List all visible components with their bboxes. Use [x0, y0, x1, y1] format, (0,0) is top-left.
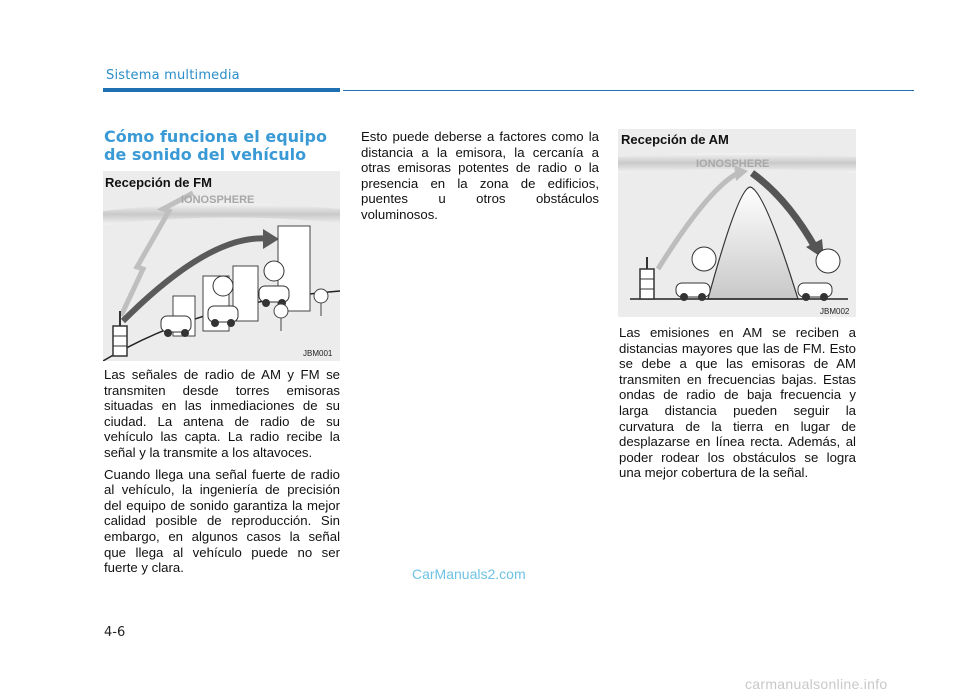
car-icon [259, 286, 289, 307]
section-header: Sistema multimedia [106, 68, 240, 83]
column-1-text [104, 367, 340, 582]
header-rule-thick [103, 88, 340, 92]
am-ionosphere-label: IONOSPHERE [696, 158, 770, 170]
paragraph: Esto puede deberse a factores como la distancia a la emisora, la cercanía a otras emisoras potentes de radio o la presencia en la zona de edificios, puentes u otros obstáculos voluminosos. [361, 129, 599, 222]
paragraph: Las señales de radio de AM y FM se transmiten desde torres emisoras situadas en las inmediaciones de su ciudad. La antena de radio de su vehículo las capta. La radio recibe la señal y la transmite a los altavoces. [104, 367, 340, 460]
watermark-top[interactable]: CarManuals2.com [412, 566, 526, 582]
watermark-bottom[interactable]: carmanualsonline.info [745, 676, 888, 692]
column-3-text [619, 325, 856, 487]
fm-figure-code: JBM001 [303, 349, 333, 358]
paragraph: Las emisiones en AM se reciben a distancias mayores que las de FM. Esto se debe a que las emisoras de AM transmiten en frecuencias bajas. Estas ondas de radio de baja frecuencia y larga distancia pueden seguir la curvatura de la tierra en lugar de desplazarse en línea recta. Además, al poder rodear los obstáculos se logra una mejor cobertura de la señal. [619, 325, 856, 481]
page-heading: Cómo funciona el equipo de sonido del vehículo [104, 127, 327, 164]
column-2-text [361, 129, 599, 229]
paragraph: Cuando llega una señal fuerte de radio al vehículo, la ingeniería de precisión del equipo de sonido garantiza la mejor calidad posible de reproducción. Sin embargo, en algunos casos la señal que llega al vehículo puede no ser fuerte y clara. [104, 466, 340, 576]
fm-ionosphere-label: IONOSPHERE [181, 194, 255, 206]
radio-tower-icon [640, 257, 654, 299]
am-reception-figure [618, 129, 856, 317]
am-figure-title: Recepción de AM [621, 132, 729, 147]
fm-reception-figure [103, 171, 340, 361]
page-number: 4-6 [104, 625, 126, 640]
am-figure-code: JBM002 [820, 307, 850, 316]
header-rule-thin [343, 90, 914, 91]
fm-figure-title: Recepción de FM [105, 175, 212, 190]
